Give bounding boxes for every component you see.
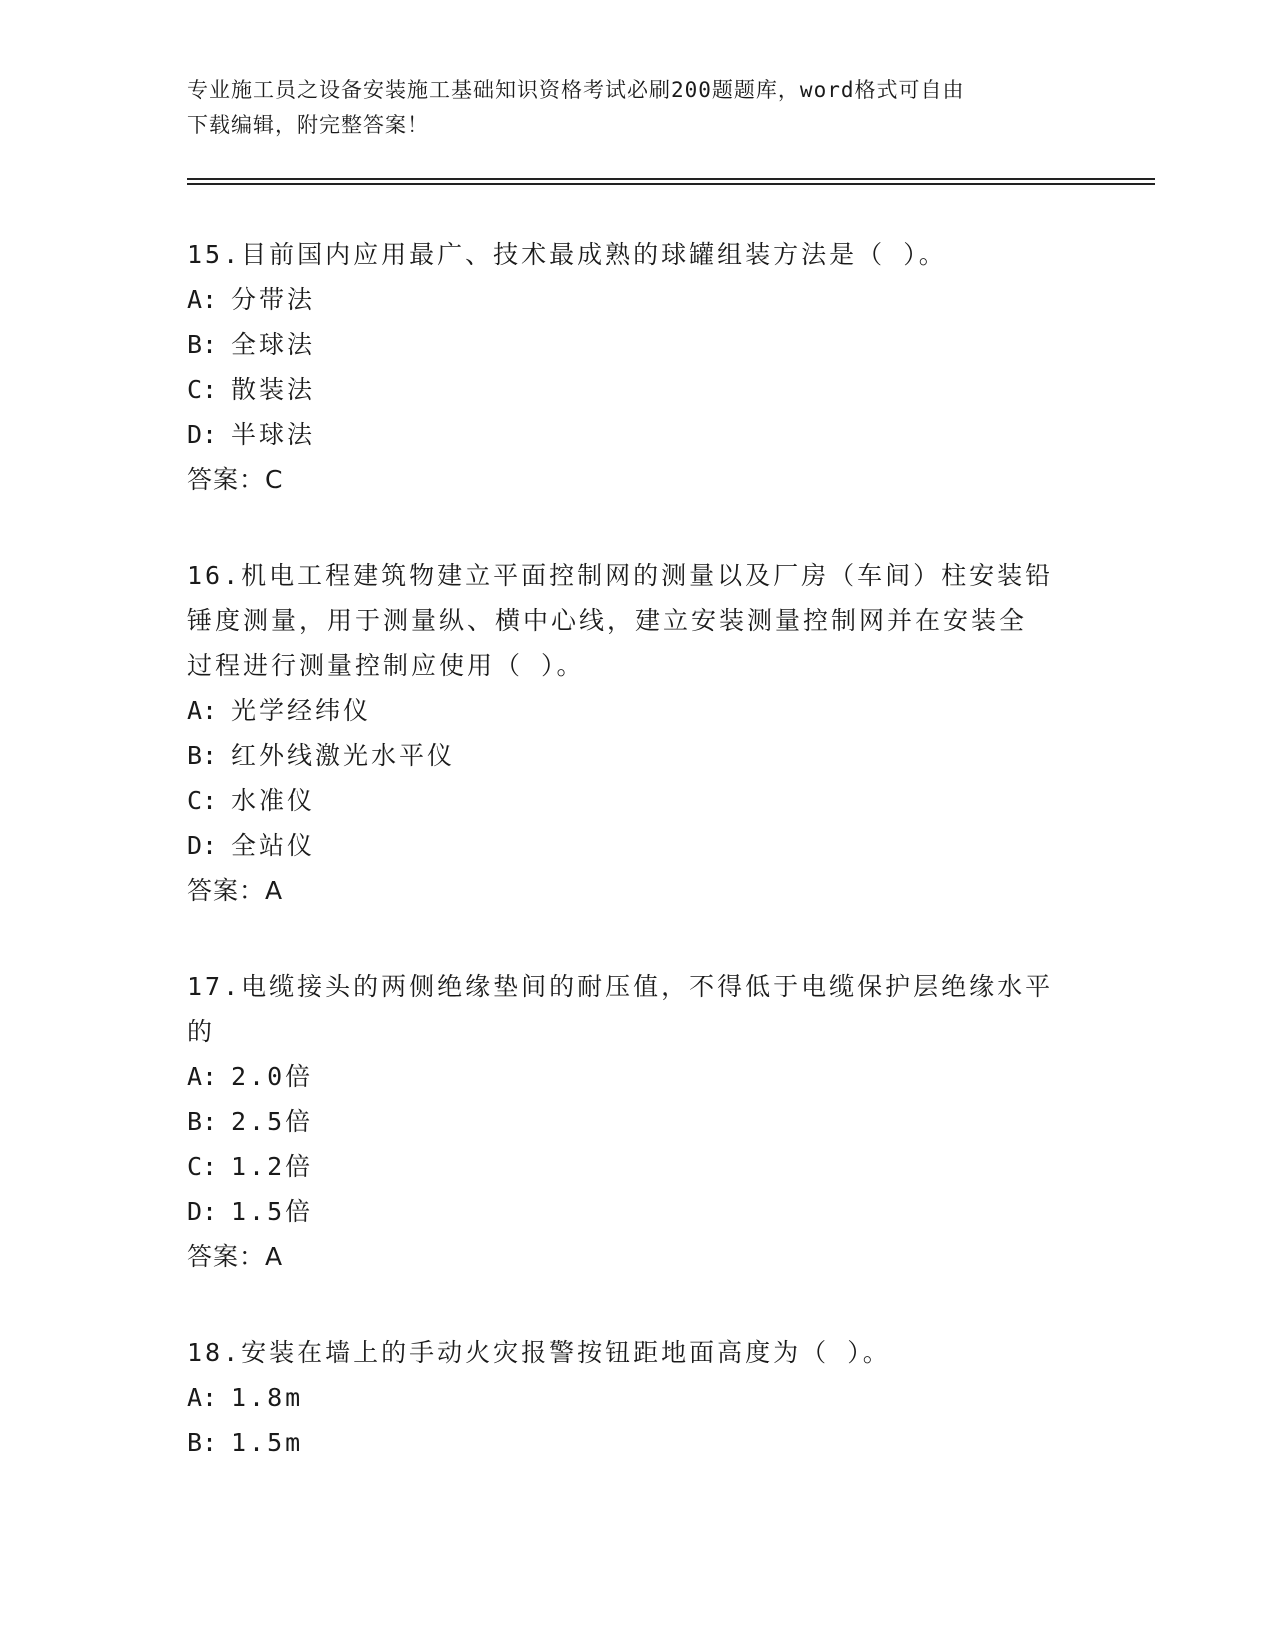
option-text: 2.0倍 [231,1062,314,1091]
option-b [187,322,1087,367]
option-text: 1.5倍 [231,1197,314,1226]
question-list [187,232,1087,1516]
option-letter: D: [187,420,218,449]
option-text: 半球法 [231,420,316,449]
header-divider-bottom [187,183,1155,185]
question-15 [187,232,1087,502]
question-text-line-2: 的 [187,1017,216,1046]
question-text: 18.安装在墙上的手动火灾报警按钮距地面高度为（ ）。 [187,1338,891,1367]
document-header [187,73,1087,143]
option-letter: A: [187,285,218,314]
option-d [187,1189,1087,1234]
option-a [187,688,1087,733]
option-d [187,823,1087,868]
option-letter: C: [187,1152,218,1181]
header-title-line-1: 专业施工员之设备安装施工基础知识资格考试必刷200题题库，word格式可自由 [187,78,965,102]
question-text: 15.目前国内应用最广、技术最成熟的球罐组装方法是（ ）。 [187,240,947,269]
option-a [187,277,1087,322]
option-letter: B: [187,330,218,359]
option-letter: A: [187,1062,218,1091]
option-a [187,1375,1087,1420]
option-b [187,1420,1087,1465]
option-c [187,778,1087,823]
option-letter: C: [187,375,218,404]
option-text: 全站仪 [231,831,316,860]
option-letter: A: [187,1383,218,1412]
option-text: 全球法 [231,330,316,359]
option-text: 1.2倍 [231,1152,314,1181]
option-b [187,733,1087,778]
option-b [187,1099,1087,1144]
option-a [187,1054,1087,1099]
header-title-line-2: 下载编辑，附完整答案！ [187,113,429,137]
answer-line: 答案：A [187,1242,284,1271]
option-letter: D: [187,1197,218,1226]
option-text: 红外线激光水平仪 [231,741,456,770]
question-18 [187,1330,1087,1465]
question-text-line-1: 17.电缆接头的两侧绝缘垫间的耐压值，不得低于电缆保护层绝缘水平 [187,972,1054,1001]
option-letter: B: [187,1428,218,1457]
option-text: 水准仪 [231,786,316,815]
option-c [187,367,1087,412]
option-c [187,1144,1087,1189]
option-text: 1.5m [231,1428,304,1457]
question-16 [187,553,1087,913]
answer-line: 答案：C [187,465,284,494]
option-letter: A: [187,696,218,725]
option-letter: B: [187,1107,218,1136]
option-letter: D: [187,831,218,860]
header-divider-top [187,178,1155,180]
option-d [187,412,1087,457]
option-text: 分带法 [231,285,316,314]
question-text-line-3: 过程进行测量控制应使用（ ）。 [187,651,585,680]
option-text: 光学经纬仪 [231,696,372,725]
option-text: 1.8m [231,1383,304,1412]
question-text-line-1: 16.机电工程建筑物建立平面控制网的测量以及厂房（车间）柱安装铅 [187,561,1054,590]
question-17 [187,964,1087,1279]
option-text: 2.5倍 [231,1107,314,1136]
option-letter: B: [187,741,218,770]
answer-line: 答案：A [187,876,284,905]
question-text-line-2: 锤度测量，用于测量纵、横中心线，建立安装测量控制网并在安装全 [187,606,1028,635]
option-letter: C: [187,786,218,815]
option-text: 散装法 [231,375,316,404]
